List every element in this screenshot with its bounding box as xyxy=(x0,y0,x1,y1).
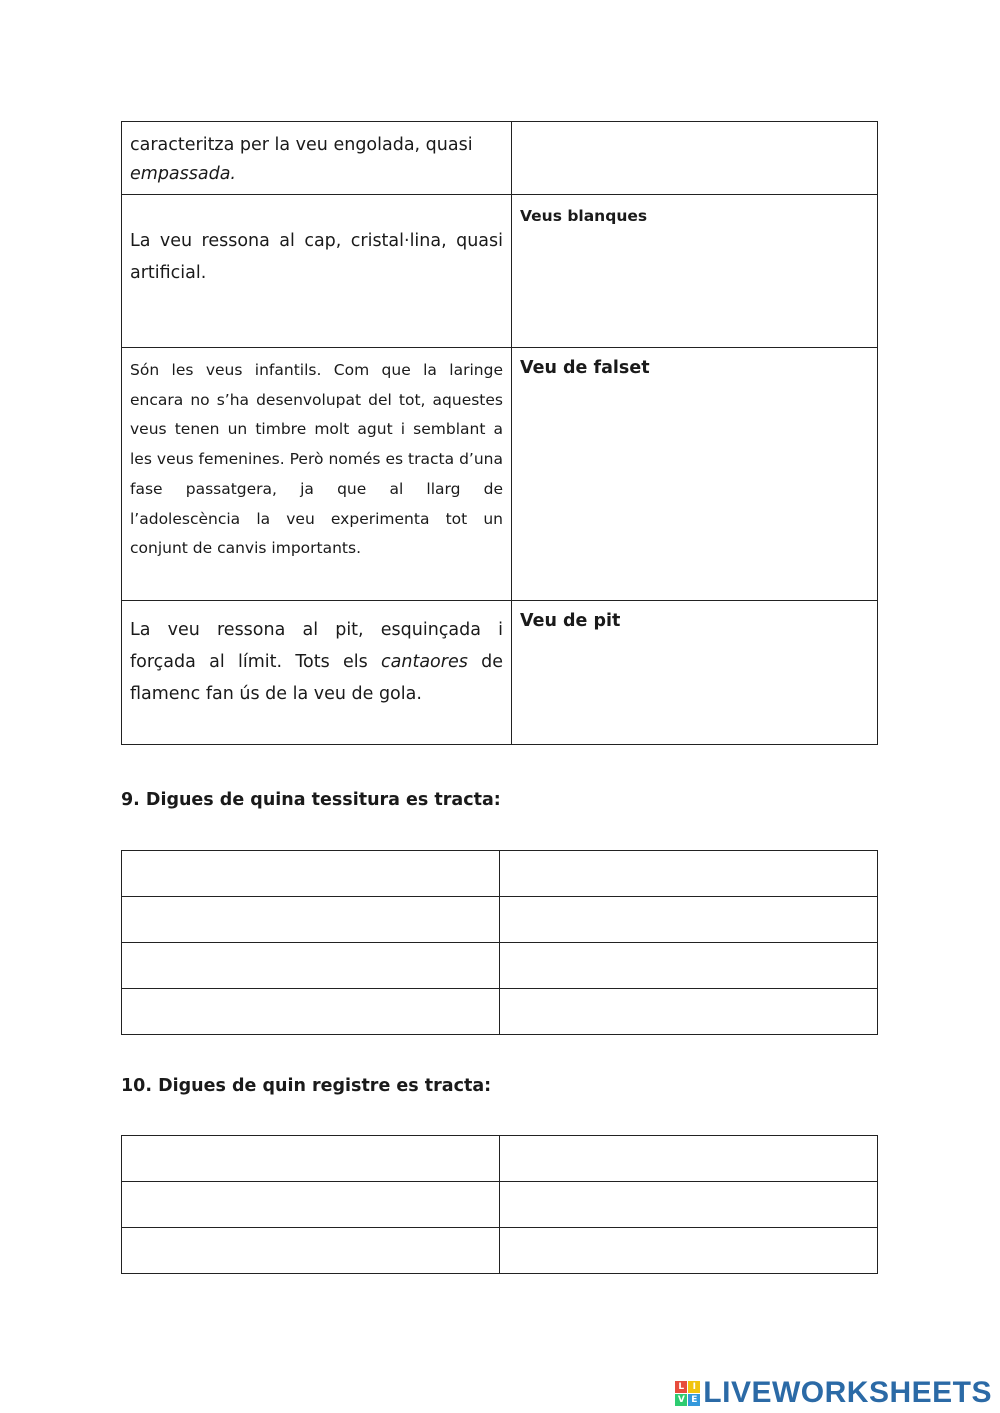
table-row xyxy=(122,1182,878,1228)
answer-cell[interactable] xyxy=(500,943,878,989)
answer-label: Veu de pit xyxy=(520,611,621,631)
answer-cell[interactable] xyxy=(512,348,878,601)
description-italic: empassada. xyxy=(130,164,236,184)
logo-letter: L xyxy=(675,1381,687,1393)
table-row xyxy=(122,195,878,348)
answer-label xyxy=(512,122,877,132)
table-row xyxy=(122,601,878,745)
liveworksheets-logo-icon xyxy=(675,1381,700,1406)
table-row xyxy=(122,851,878,897)
answer-label: Veu de falset xyxy=(520,358,650,378)
answer-cell[interactable] xyxy=(512,122,878,195)
answer-cell[interactable] xyxy=(122,1228,500,1274)
logo-letter: E xyxy=(688,1394,700,1406)
answer-cell[interactable] xyxy=(500,1136,878,1182)
logo-letter: V xyxy=(675,1394,687,1406)
answer-cell[interactable] xyxy=(512,195,878,348)
answer-cell[interactable] xyxy=(500,897,878,943)
question-10-title: 10. Digues de quin registre es tracta: xyxy=(121,1076,492,1096)
registre-answer-table xyxy=(121,1135,878,1274)
description-text: La veu ressona al pit, esquinçada i forçada al límit. Tots els xyxy=(130,620,503,672)
description-text: La veu ressona al cap, cristal·lina, quasi artificial. xyxy=(130,231,503,283)
answer-cell[interactable] xyxy=(122,851,500,897)
table-row xyxy=(122,943,878,989)
tessitura-answer-table xyxy=(121,850,878,1035)
answer-cell[interactable] xyxy=(122,943,500,989)
answer-cell[interactable] xyxy=(500,1182,878,1228)
logo-letter: I xyxy=(688,1381,700,1393)
description-cell xyxy=(122,122,512,195)
answer-cell[interactable] xyxy=(500,1228,878,1274)
table-row xyxy=(122,989,878,1035)
liveworksheets-watermark xyxy=(675,1377,992,1409)
answer-cell[interactable] xyxy=(122,897,500,943)
description-cell xyxy=(122,348,512,601)
description-cell xyxy=(122,601,512,745)
description-text-end: de flamenc fan ús de la veu de gola. xyxy=(130,652,503,704)
question-9-title: 9. Digues de quina tessitura es tracta: xyxy=(121,790,501,810)
table-row xyxy=(122,897,878,943)
description-text: Són les veus infantils. Com que la laringe encara no s’ha desenvolupat del tot, aquestes veus tenen un timbre molt agut i semblant a les veus femenines. Però només es tracta d’una fase passatgera, ja que al llarg de l’adolescència la veu experimenta tot un conjunt de canvis importants. xyxy=(130,361,503,558)
table-row xyxy=(122,122,878,195)
table-row xyxy=(122,1228,878,1274)
description-italic: cantaores xyxy=(381,652,468,672)
answer-cell[interactable] xyxy=(122,1136,500,1182)
description-text: caracteritza per la veu engolada, quasi xyxy=(130,135,473,155)
description-cell xyxy=(122,195,512,348)
watermark-text: LIVEWORKSHEETS xyxy=(703,1376,992,1409)
answer-cell[interactable] xyxy=(122,989,500,1035)
answer-cell[interactable] xyxy=(122,1182,500,1228)
voice-types-table xyxy=(121,121,878,745)
table-row xyxy=(122,348,878,601)
answer-label: Veus blanques xyxy=(520,207,648,225)
answer-cell[interactable] xyxy=(512,601,878,745)
answer-cell[interactable] xyxy=(500,989,878,1035)
table-row xyxy=(122,1136,878,1182)
answer-cell[interactable] xyxy=(500,851,878,897)
